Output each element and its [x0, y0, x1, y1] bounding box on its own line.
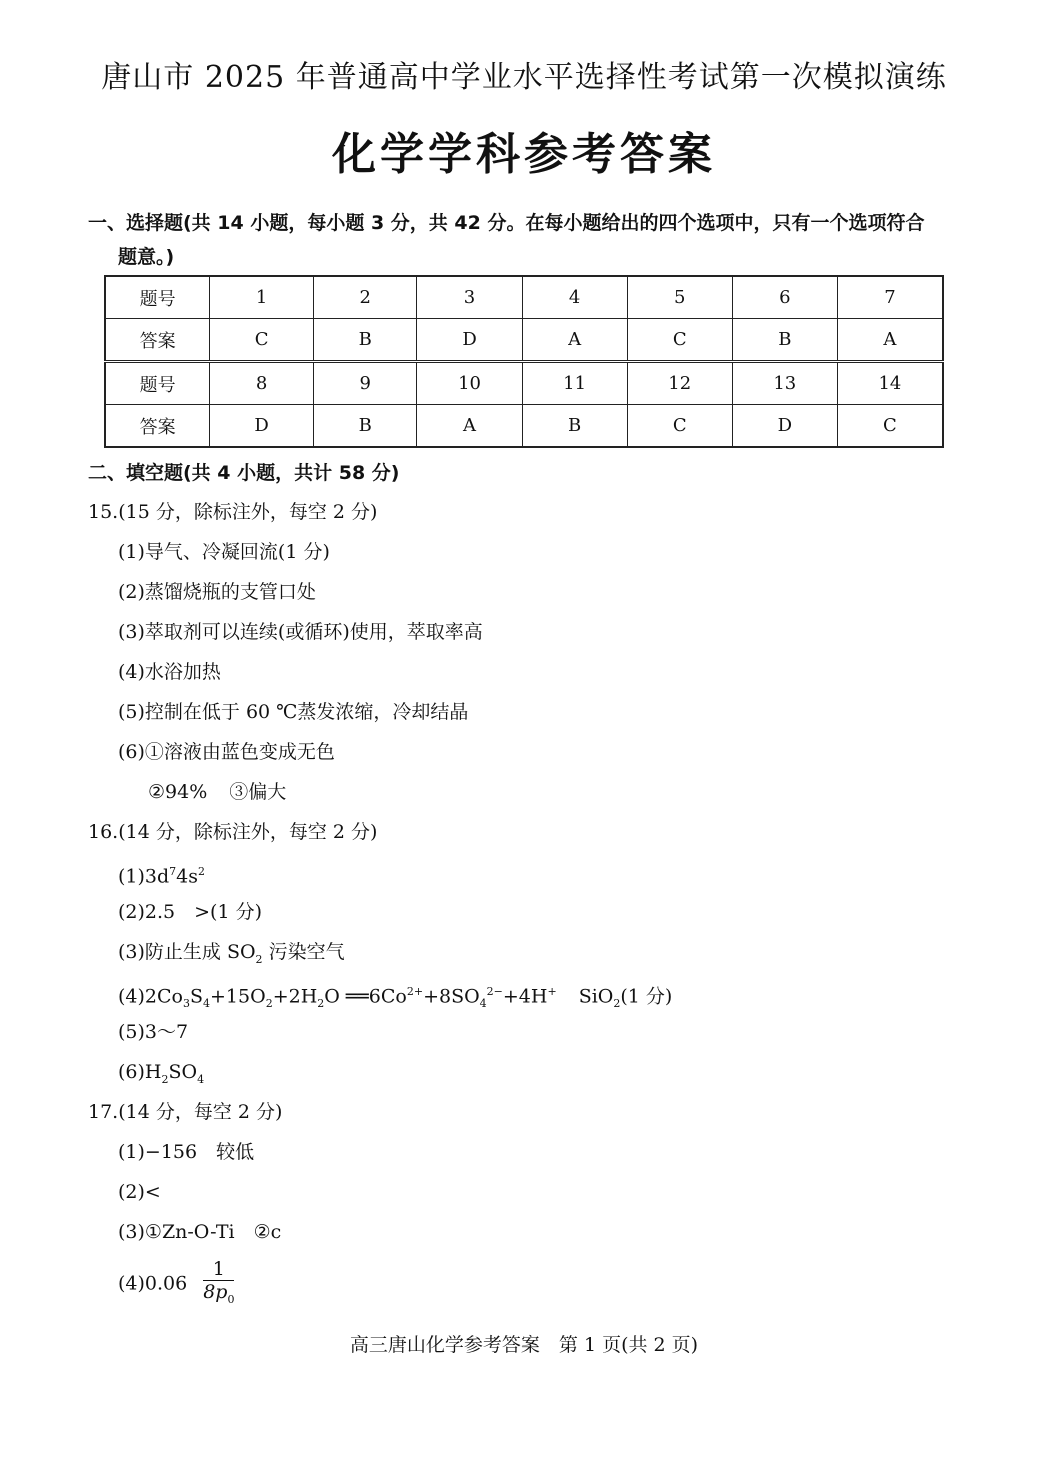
q16-a4-sup7: +: [547, 985, 557, 998]
question-number: 2: [313, 276, 417, 319]
answer-cell: D: [732, 405, 837, 448]
q16-answer-1: [118, 860, 205, 888]
q15-answer-6-1: (6)①溶液由蓝色变成无色: [118, 741, 335, 763]
page-footer: 高三唐山化学参考答案 第 1 页(共 2 页): [349, 1334, 699, 1356]
answer-table: [104, 275, 944, 448]
fraction-numerator: 1: [203, 1258, 234, 1281]
q16-header: 16.(14 分，除标注外，每空 2 分): [88, 821, 378, 843]
q16-answer-2: (2)2.5 >(1 分): [118, 901, 263, 923]
question-number: 1: [210, 276, 314, 319]
section1-heading: [88, 206, 924, 274]
q16-a1-sup1: 7: [169, 865, 177, 878]
answer-cell: A: [522, 319, 627, 362]
q16-a6-sub2: 4: [197, 1072, 205, 1086]
q16-a4-s2: 4: [203, 997, 211, 1011]
q16-answer-6: [118, 1060, 204, 1092]
row-label: 答案: [105, 319, 210, 362]
question-number: 8: [210, 362, 314, 405]
q16-a4-p7: +4H: [502, 985, 548, 1008]
q15-answer-4: (4)水浴加热: [118, 661, 221, 683]
row-label: 题号: [105, 362, 210, 405]
q16-a4-sup5: 2+: [406, 985, 424, 998]
q15-answer-6-2-value: ②94%: [148, 781, 208, 803]
answer-cell: C: [627, 319, 732, 362]
section2-heading: 二、填空题(共 4 小题，共计 58 分): [88, 462, 400, 484]
question-number: 9: [313, 362, 417, 405]
question-number: 5: [627, 276, 732, 319]
answer-cell: A: [417, 405, 522, 448]
q16-a3-sub: 2: [255, 952, 263, 966]
answer-row-1: [105, 319, 943, 362]
question-row-1: [105, 276, 943, 319]
q16-a4-s3: 2: [265, 997, 273, 1011]
answer-cell: C: [627, 405, 732, 448]
q15-answer-1: (1)导气、冷凝回流(1 分): [118, 541, 330, 563]
fraction-denominator: [203, 1281, 234, 1311]
q16-a6-mid: SO: [168, 1061, 198, 1083]
question-number: 14: [837, 362, 943, 405]
section1-heading-line1: 一、选择题(共 14 小题，每小题 3 分，共 42 分。在每小题给出的四个选项中，只有一个选项符合: [88, 212, 925, 234]
row-label: 答案: [105, 405, 210, 448]
fraction-denominator-base: 8p: [203, 1281, 228, 1303]
question-number: 11: [522, 362, 627, 405]
section1-heading-line2: 题意。): [118, 246, 175, 268]
q15-answer-2: (2)蒸馏烧瓶的支管口处: [118, 581, 316, 603]
question-number: 7: [837, 276, 943, 319]
q15-header: 15.(15 分，除标注外，每空 2 分): [88, 501, 378, 523]
answer-cell: B: [313, 405, 417, 448]
q17-a4-prefix: (4)0.06: [118, 1272, 188, 1295]
fraction-denominator-sub: 0: [227, 1292, 235, 1306]
q16-a4-p2: S: [189, 985, 204, 1008]
q16-a4-s8: 2: [613, 997, 621, 1011]
exam-title: 唐山市 2025 年普通高中学业水平选择性考试第一次模拟演练: [101, 60, 947, 95]
q16-a4-p8: SiO: [578, 985, 614, 1008]
q15-answer-3: (3)萃取剂可以连续(或循环)使用，萃取率高: [118, 621, 483, 643]
answer-row-2: [105, 405, 943, 448]
q16-a4-s4: 2: [317, 997, 325, 1011]
q15-answer-5: (5)控制在低于 60 ℃蒸发浓缩，冷却结晶: [118, 701, 469, 723]
q16-answer-4: [118, 980, 672, 1016]
answer-cell: C: [210, 319, 314, 362]
q16-a4-p9: (1 分): [620, 985, 673, 1008]
q16-answer-5: (5)3～7: [118, 1021, 189, 1043]
question-number: 12: [627, 362, 732, 405]
q17-answer-3: (3)①Zn-O-Ti ②c: [118, 1221, 282, 1243]
q15-answer-6-3-value: ③偏大: [229, 781, 287, 803]
q16-a1-sup2: 2: [198, 865, 206, 878]
answer-cell: D: [417, 319, 522, 362]
answer-cell: B: [313, 319, 417, 362]
q16-a6-prefix: (6)H: [118, 1061, 162, 1083]
q16-a3-suffix: 污染空气: [262, 941, 345, 963]
q16-a4-p1: (4)2Co: [118, 985, 183, 1008]
q17-answer-2: (2)<: [118, 1181, 161, 1203]
q16-a4-p6: +8SO: [423, 985, 480, 1008]
q17-answer-4: [118, 1258, 234, 1311]
answer-cell: C: [837, 405, 943, 448]
answer-cell: B: [522, 405, 627, 448]
q16-a4-p4: +2H: [272, 985, 318, 1008]
q17-header: 17.(14 分，每空 2 分): [88, 1101, 283, 1123]
question-number: 6: [732, 276, 837, 319]
q16-a4-p5: O ══6Co: [324, 985, 407, 1008]
q16-a4-s1: 3: [182, 997, 190, 1011]
q16-a4-sub6: 4: [479, 997, 487, 1011]
q16-a4-sup6: 2−: [486, 985, 503, 998]
q16-answer-3: [118, 940, 345, 972]
q15-answer-6-2: [148, 780, 286, 804]
question-number: 4: [522, 276, 627, 319]
q16-a1-prefix: (1)3d: [118, 865, 170, 888]
answer-cell: A: [837, 319, 943, 362]
question-number: 13: [732, 362, 837, 405]
question-number: 10: [417, 362, 522, 405]
question-row-2: [105, 362, 943, 405]
q16-a6-sub1: 2: [161, 1072, 169, 1086]
q16-a3-prefix: (3)防止生成 SO: [118, 941, 256, 963]
row-label: 题号: [105, 276, 210, 319]
answer-cell: D: [210, 405, 314, 448]
q16-a4-p3: +15O: [210, 985, 266, 1008]
answer-cell: B: [732, 319, 837, 362]
q17-answer-1: (1)−156 较低: [118, 1141, 255, 1163]
q17-a4-fraction: [203, 1258, 234, 1311]
q16-a1-mid: 4s: [176, 865, 199, 888]
question-number: 3: [417, 276, 522, 319]
document-title: 化学学科参考答案: [332, 129, 716, 180]
